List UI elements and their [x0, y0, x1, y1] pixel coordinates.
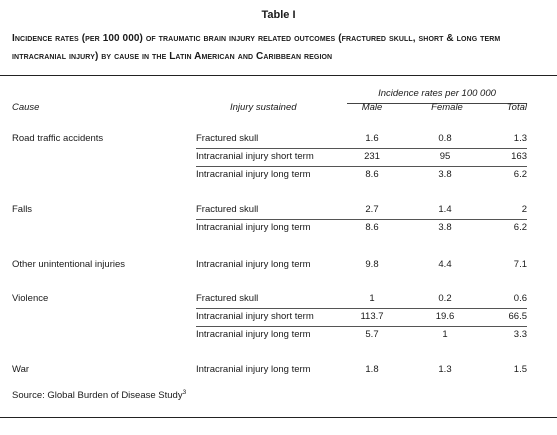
total-cell: 6.2 — [513, 222, 527, 233]
source-note — [12, 389, 186, 401]
table-title: Incidence rates (per 100 000) of traumatic brain injury related outcomes (fractured skull, short & long term intracranial injury) by cause in the Latin American and Caribbean region — [12, 33, 501, 62]
header-injury: Injury sustained — [230, 102, 297, 113]
injury-cell: Intracranial injury long term — [196, 364, 311, 375]
table-row — [0, 219, 557, 237]
female-cell: 0.8 — [438, 133, 452, 144]
total-cell: 6.2 — [513, 169, 527, 180]
total-cell: 0.6 — [513, 293, 527, 304]
male-cell: 8.6 — [365, 169, 379, 180]
table-row — [0, 290, 557, 308]
female-cell: 4.4 — [438, 259, 452, 270]
injury-cell: Intracranial injury long term — [196, 329, 311, 340]
male-cell: 113.7 — [360, 311, 384, 322]
source-text: Source: Global Burden of Disease Study — [12, 390, 183, 402]
table-row — [0, 201, 557, 219]
total-cell: 7.1 — [513, 259, 527, 270]
female-cell: 0.2 — [438, 293, 452, 304]
female-cell: 95 — [439, 151, 451, 162]
total-cell: 2 — [521, 204, 527, 215]
injury-cell: Intracranial injury long term — [196, 222, 311, 233]
header-female: Female — [431, 102, 463, 113]
cause-cell: Road traffic accidents — [12, 133, 104, 144]
female-cell: 3.8 — [438, 222, 452, 233]
female-cell: 3.8 — [438, 169, 452, 180]
total-cell: 66.5 — [508, 311, 527, 322]
male-cell: 1.8 — [365, 364, 379, 375]
header-cause: Cause — [12, 102, 40, 113]
row-separator — [196, 308, 527, 309]
injury-cell: Fractured skull — [196, 293, 259, 304]
male-cell: 231 — [364, 151, 380, 162]
injury-cell: Intracranial injury short term — [196, 311, 314, 322]
table-row — [0, 166, 557, 184]
total-cell: 3.3 — [513, 329, 527, 340]
male-cell: 1 — [369, 293, 375, 304]
table-row — [0, 148, 557, 166]
injury-cell: Fractured skull — [196, 133, 259, 144]
table-row — [0, 361, 557, 379]
row-separator — [196, 326, 527, 327]
total-cell: 1.3 — [513, 133, 527, 144]
male-cell: 9.8 — [365, 259, 379, 270]
cause-cell: Falls — [12, 204, 33, 215]
table-row — [0, 308, 557, 326]
bottom-rule — [0, 417, 557, 418]
cause-cell: War — [12, 364, 30, 375]
row-separator — [196, 148, 527, 149]
injury-cell: Fractured skull — [196, 204, 259, 215]
table-row — [0, 326, 557, 344]
table-row — [0, 256, 557, 274]
total-cell: 163 — [511, 151, 527, 162]
male-cell: 8.6 — [365, 222, 379, 233]
cause-cell: Other unintentional injuries — [12, 259, 126, 270]
source-reference: 3 — [182, 389, 187, 396]
cause-cell: Violence — [12, 293, 49, 304]
injury-cell: Intracranial injury short term — [196, 151, 314, 162]
female-cell: 1.4 — [438, 204, 452, 215]
header-male: Male — [361, 102, 383, 113]
female-cell: 19.6 — [435, 311, 455, 322]
table-row — [0, 130, 557, 148]
female-cell: 1 — [442, 329, 448, 340]
male-cell: 5.7 — [365, 329, 379, 340]
injury-cell: Intracranial injury long term — [196, 169, 311, 180]
row-separator — [196, 166, 527, 167]
male-cell: 1.6 — [365, 133, 379, 144]
table-label: Table I — [261, 9, 296, 21]
top-rule — [0, 75, 557, 76]
total-cell: 1.5 — [513, 364, 527, 375]
male-cell: 2.7 — [365, 204, 379, 215]
injury-cell: Intracranial injury long term — [196, 259, 311, 270]
group-header: Incidence rates per 100 000 — [378, 88, 496, 99]
female-cell: 1.3 — [438, 364, 452, 375]
row-separator — [196, 219, 527, 220]
header-total: Total — [506, 102, 527, 113]
